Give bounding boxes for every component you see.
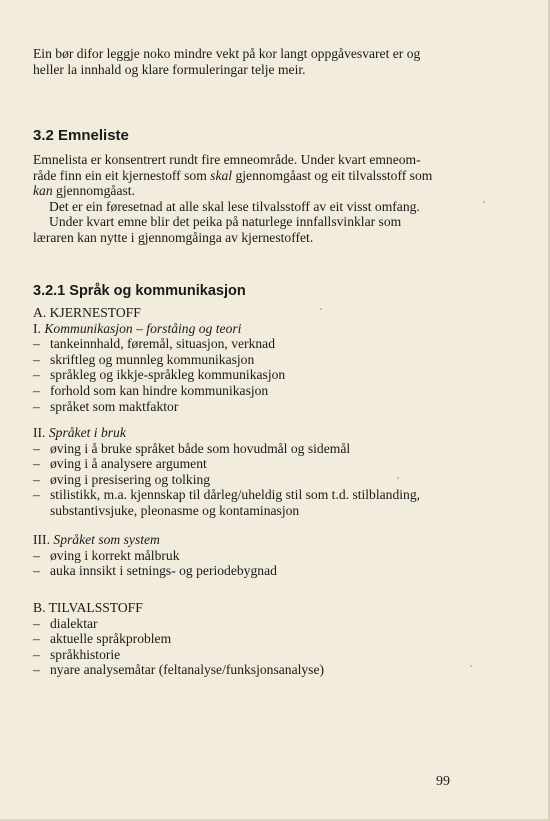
dash-bullet: – (33, 547, 40, 563)
dash-bullet: – (33, 456, 40, 472)
list-item (33, 472, 453, 488)
dash-bullet: – (33, 487, 40, 503)
body-line (33, 183, 453, 199)
body-line: Under kvart emne blir det peika på naturlege innfallsvinklar som (49, 214, 402, 230)
list-item (33, 563, 453, 579)
group-numeral: II. (33, 425, 46, 440)
intro-paragraph (33, 46, 443, 77)
body-text: gjennomgåast og eit tilvalsstoff som (232, 167, 433, 183)
list-item (33, 662, 453, 678)
emphasis-text: skal (210, 167, 233, 183)
list-item (33, 487, 453, 518)
list-item (33, 336, 453, 352)
body-line: Det er ein føresetnad at alle skal lese tilvalsstoff av eit visst omfang. (49, 198, 420, 214)
paper-speck (320, 308, 322, 310)
dash-bullet: – (33, 336, 40, 352)
body-line: Emnelista er konsentrert rundt fire emneområde. Under kvart emneom- (33, 152, 421, 167)
list-item-text: tankeinnhald, føremål, situasjon, verknad (50, 336, 275, 352)
list-item-text: øving i korrekt målbruk (50, 547, 180, 563)
dash-bullet: – (33, 615, 40, 631)
group-numeral: III. (33, 532, 50, 547)
body-line: læraren kan nytte i gjennomgåinga av kjernestoffet. (33, 229, 314, 245)
body-text: råde finn ein eit kjernestoff som (33, 167, 211, 183)
list-item-text: øving i presisering og tolking (50, 471, 211, 487)
core-content-group-1 (33, 305, 453, 414)
list-item-text: øving i å analysere argument (50, 456, 207, 472)
list-item-text: aktuelle språkproblem (50, 631, 172, 647)
section-heading-3-2: 3.2 Emneliste (33, 127, 129, 144)
list-item (33, 399, 453, 415)
section-heading-3-2-1: 3.2.1 Språk og kommunikasjon (33, 283, 246, 299)
list-item (33, 616, 453, 632)
body-line (33, 168, 453, 184)
dash-bullet: – (33, 440, 40, 456)
list-item (33, 352, 453, 368)
intro-line: Ein bør difor leggje noko mindre vekt på kor langt oppgåvesvaret er og (33, 46, 421, 61)
group-title (33, 532, 453, 548)
list-item-text: språkleg og ikkje-språkleg kommunikasjon (50, 367, 286, 383)
optional-content-label: B. TILVALSSTOFF (33, 600, 143, 615)
group-title-text: Språket som system (53, 532, 160, 547)
dash-bullet: – (33, 662, 40, 678)
list-item-text: språket som maktfaktor (50, 398, 179, 414)
list-item-text: stilistikk, m.a. kjennskap til dårleg/uheldig stil som t.d. stilblanding, (50, 487, 421, 503)
list-item-text: substantivsjuke, pleonasme og kontaminasjon (50, 502, 300, 518)
list-item (33, 647, 453, 663)
list-item-text: forhold som kan hindre kommunikasjon (50, 382, 269, 398)
group-title-text: Kommunikasjon – forståing og teori (44, 320, 242, 336)
group-numeral: I. (33, 320, 41, 336)
list-item (33, 456, 453, 472)
page-number: 99 (436, 774, 450, 789)
dash-bullet: – (33, 563, 40, 579)
emphasis-text: kan (33, 183, 53, 199)
section-3-2-body (33, 152, 453, 246)
paper-speck (483, 201, 485, 203)
list-item (33, 441, 453, 457)
list-item-text: dialektar (50, 615, 98, 631)
list-item-text: skriftleg og munnleg kommunikasjon (50, 351, 255, 367)
list-item (33, 548, 453, 564)
core-content-group-2 (33, 425, 453, 519)
list-item-text: øving i å bruke språket både som hovudmål og sidemål (50, 440, 351, 456)
dash-bullet: – (33, 367, 40, 383)
list-item (33, 367, 453, 383)
paper-speck (397, 477, 399, 479)
dash-bullet: – (33, 351, 40, 367)
list-item-text: språkhistorie (50, 646, 121, 662)
intro-line: heller la innhald og klare formuleringar telje meir. (33, 61, 306, 77)
core-content-label: A. KJERNESTOFF (33, 305, 141, 320)
paper-speck (470, 665, 472, 667)
dash-bullet: – (33, 631, 40, 647)
dash-bullet: – (33, 382, 40, 398)
dash-bullet: – (33, 398, 40, 414)
list-item (33, 383, 453, 399)
optional-content (33, 600, 453, 678)
group-title (33, 425, 453, 441)
dash-bullet: – (33, 646, 40, 662)
dash-bullet: – (33, 471, 40, 487)
list-item-text: auka innsikt i setnings- og periodebygnad (50, 563, 277, 579)
core-content-group-3 (33, 532, 453, 579)
body-text: gjennomgåast. (52, 183, 135, 199)
group-title-text: Språket i bruk (48, 425, 126, 440)
list-item-text: nyare analysemåtar (feltanalyse/funksjonsanalyse) (50, 662, 325, 678)
list-item (33, 631, 453, 647)
group-title (33, 321, 453, 337)
